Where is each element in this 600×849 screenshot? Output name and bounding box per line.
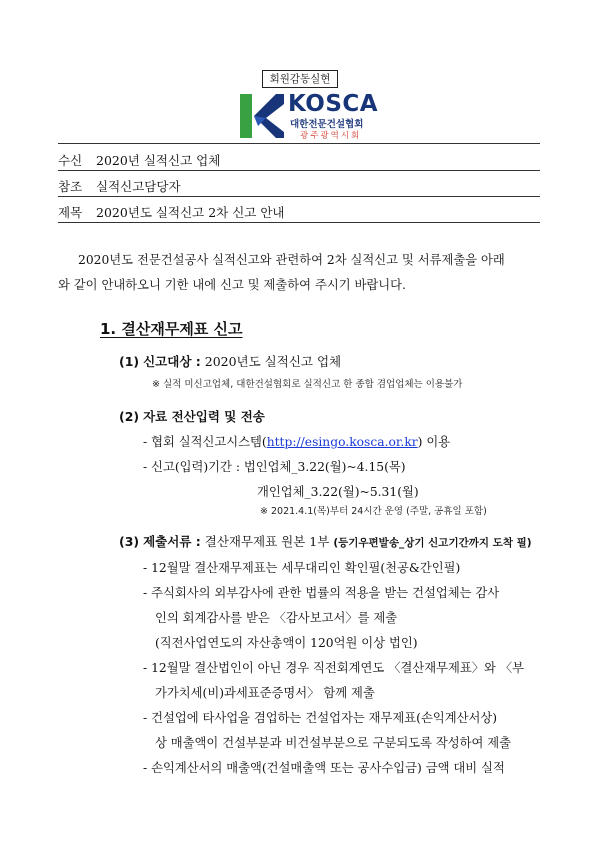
- document-line: 가가치세(비)과세표준증명서〉 함께 제출: [155, 686, 375, 700]
- document-line: - 12월말 결산재무제표는 세무대리인 확인필(천공&간인필): [143, 561, 461, 575]
- section-title: 1. 결산재무제표 신고: [100, 320, 243, 338]
- subsection-target: [119, 352, 341, 370]
- subject-label: 제목: [58, 205, 83, 220]
- recipient-row: [58, 151, 220, 169]
- system-text-end: ) 이용: [417, 435, 451, 449]
- document-line: - 손익계산서의 매출액(건설매출액 또는 공사수입금) 금액 대비 실적: [143, 761, 505, 775]
- system-line: [143, 432, 450, 450]
- intro-line-1: 2020년도 전문건설공사 실적신고와 관련하여 2차 실적신고 및 서류제출을 아래: [78, 253, 505, 267]
- campaign-badge: 회원감동실현: [262, 70, 338, 88]
- document-line: - 12월말 결산법인이 아닌 경우 직전회계연도 〈결산재무제표〉와 〈부: [143, 661, 525, 675]
- period-corporate: - 신고(입력)기간 : 법인업체_3.22(월)~4.15(목): [143, 460, 406, 474]
- subsection-label: 신고대상 :: [143, 354, 201, 369]
- document-line: (직전사업연도의 자산총액이 120억원 이상 법인): [155, 636, 418, 650]
- intro-line-2: 와 같이 안내하오니 기한 내에 신고 및 제출하여 주시기 바랍니다.: [58, 278, 406, 292]
- subsection-number: (2): [119, 409, 140, 424]
- system-text: - 협회 실적신고시스템(: [143, 435, 267, 449]
- logo-association: 대한전문건설협회: [290, 119, 364, 130]
- subsection-label: 자료 전산입력 및 전송: [143, 409, 265, 424]
- subsection-value: 2020년도 실적신고 업체: [204, 354, 342, 369]
- subsection-input: [119, 407, 265, 425]
- recipient-value: 2020년 실적신고 업체: [96, 153, 221, 168]
- subsection-number: (3): [119, 534, 140, 549]
- esingo-link[interactable]: http://esingo.kosca.or.kr: [266, 435, 418, 449]
- reference-value: 실적신고담당자: [96, 179, 181, 194]
- divider: [58, 196, 540, 197]
- document-line: 인의 회계감사를 받은 〈감사보고서〉를 제출: [155, 611, 398, 625]
- documents-note: (등기우편발송_상기 신고기간까지 도착 필): [333, 537, 532, 549]
- target-note: ※ 실적 미신고업체, 대한건설협회로 실적신고 한 종합 겸업업체는 이용불가: [152, 379, 463, 390]
- operation-note: ※ 2021.4.1(목)부터 24시간 운영 (주말, 공휴일 포함): [260, 506, 487, 517]
- period-individual: 개인업체_3.22(월)~5.31(월): [257, 485, 419, 499]
- document-line: 상 매출액이 건설부분과 비건설부분으로 구분되도록 작성하여 제출: [155, 736, 512, 750]
- document-line: - 건설업에 타사업을 겸업하는 건설업자는 재무제표(손익계산서상): [143, 711, 498, 725]
- divider: [58, 143, 540, 144]
- subject-row: [58, 203, 284, 221]
- reference-label: 참조: [58, 179, 83, 194]
- reference-row: [58, 177, 181, 195]
- document-line: - 주식회사의 외부감사에 관한 법률의 적용을 받는 건설업체는 감사: [143, 586, 500, 600]
- kosca-logo-icon: [236, 90, 286, 142]
- subsection-number: (1): [119, 354, 140, 369]
- logo-wordmark: KOSCA: [288, 91, 379, 117]
- subsection-label: 제출서류 :: [143, 534, 201, 549]
- logo-branch: 광주광역시회: [300, 131, 362, 141]
- subsection-value: 결산재무제표 원본 1부: [204, 534, 330, 549]
- divider: [58, 222, 540, 223]
- subsection-documents: [119, 532, 532, 550]
- recipient-label: 수신: [58, 153, 83, 168]
- divider: [58, 170, 540, 171]
- subject-value: 2020년도 실적신고 2차 신고 안내: [96, 205, 285, 220]
